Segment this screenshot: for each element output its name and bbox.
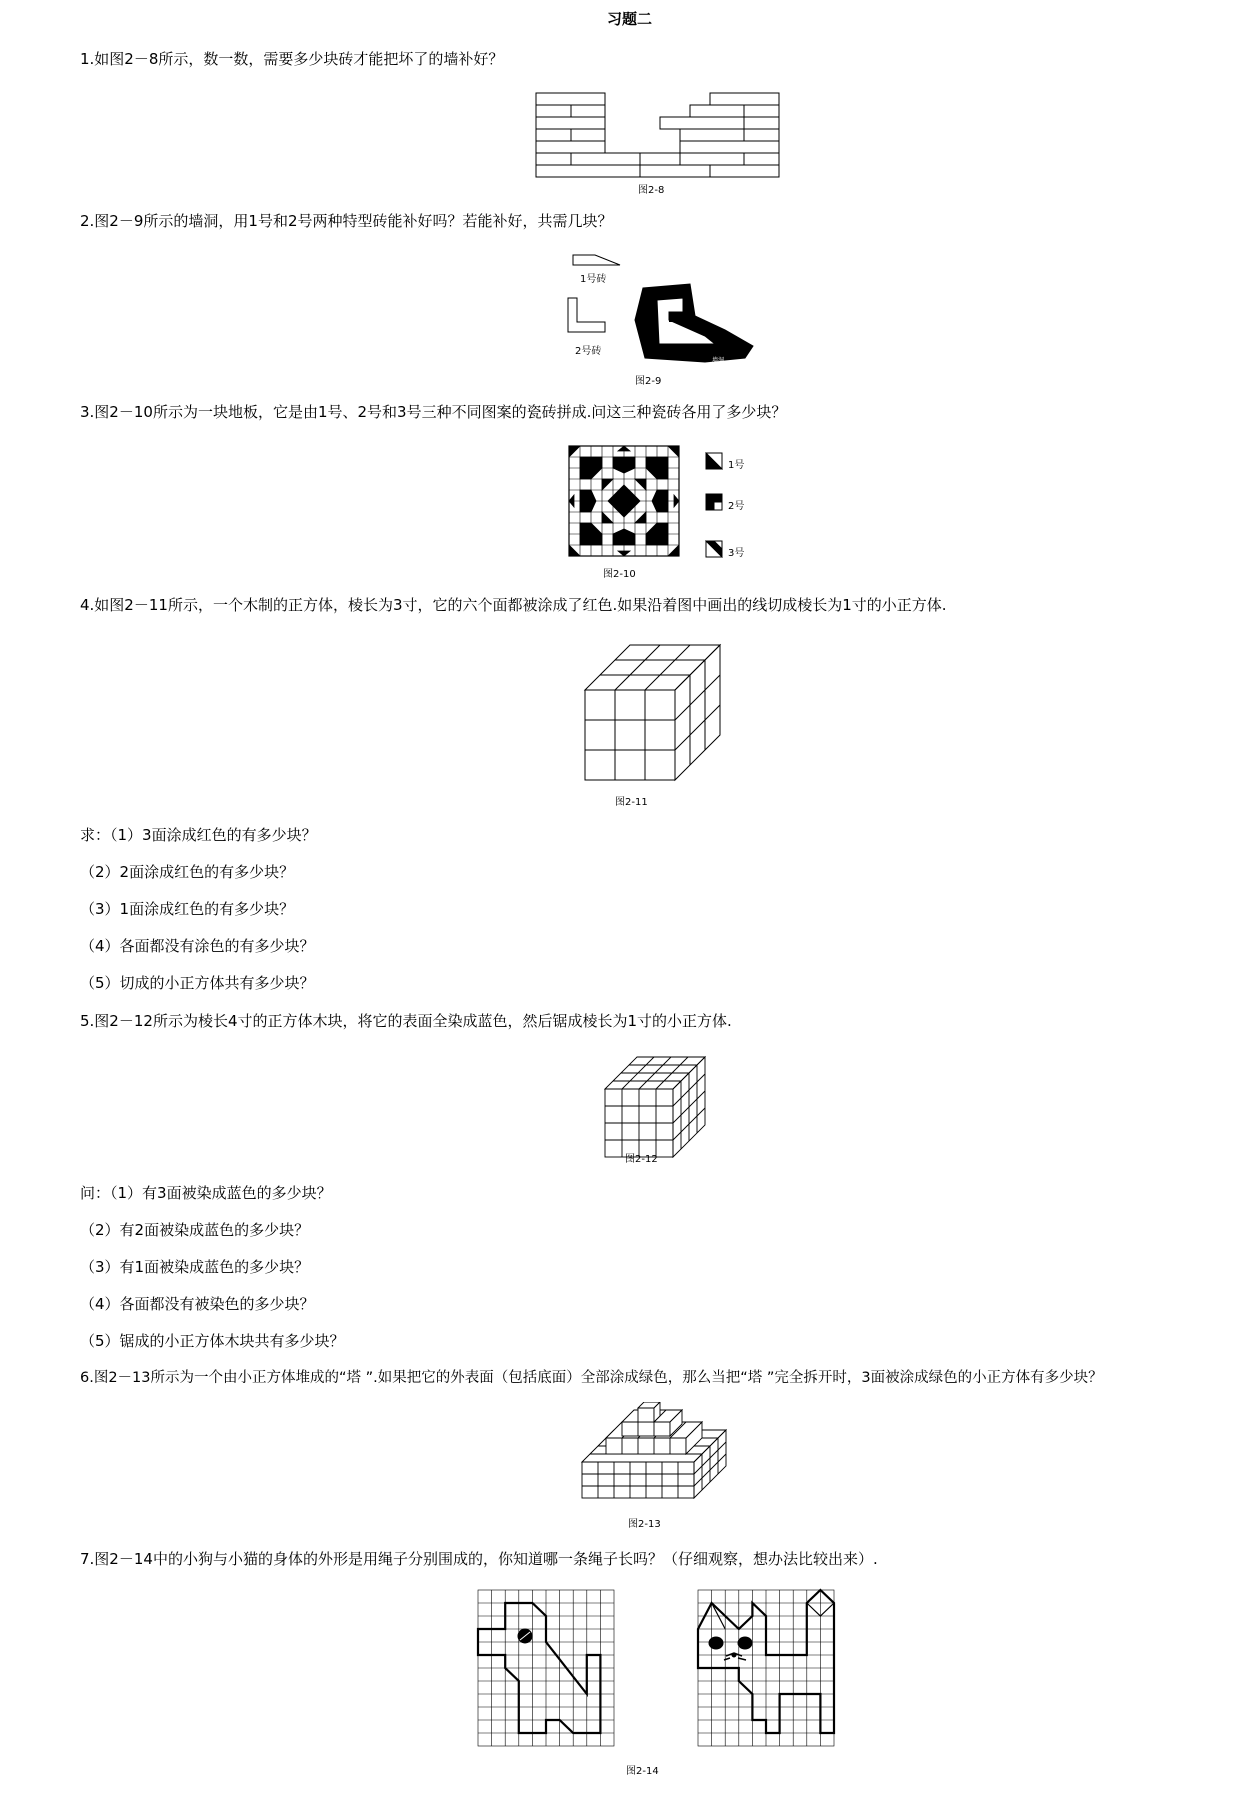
figure-caption: 图2-11: [615, 797, 648, 808]
question-5: 5.图2－12所示为棱长4寸的正方体木块，将它的表面全染成蓝色，然后锯成棱长为1寸的小正方体.: [80, 1012, 732, 1030]
figure-caption: 图2-9: [635, 376, 662, 387]
figure-2-8-wall: [530, 88, 780, 183]
tile-1-label: 1号: [728, 460, 745, 471]
figure-caption: 图2-8: [638, 185, 665, 196]
question-6: 6.图2－13所示为一个由小正方体堆成的“塔 ”.如果把它的外表面（包括底面）全部涂成绿色，那么当把“塔 ”完全拆开时，3面被涂成绿色的小正方体有多少块？: [80, 1370, 1103, 1386]
tile-2-label: 2号: [728, 501, 745, 512]
tile-3-icon: [705, 540, 723, 558]
question-4: 4.如图2－11所示，一个木制的正方体，棱长为3寸，它的六个面都被涂成了红色.如果沿着图中画出的线切成棱长为1寸的小正方体.: [80, 596, 947, 614]
question-5-part-5: （5）锯成的小正方体木块共有多少块？: [80, 1332, 345, 1350]
stamp-label: 墙洞: [712, 357, 725, 364]
question-7: 7.图2－14中的小狗与小猫的身体的外形是用绳子分别围成的，你知道哪一条绳子长吗？（仔细观察，想办法比较出来）.: [80, 1550, 878, 1568]
figure-caption: 图2-10: [603, 569, 636, 580]
question-4-part-4: （4）各面都没有涂色的有多少块？: [80, 937, 315, 955]
tile-1-icon: [705, 452, 723, 470]
question-5-part-4: （4）各面都没有被染色的多少块？: [80, 1295, 315, 1313]
figure-caption: 图2-13: [628, 1519, 661, 1530]
question-4-part-3: （3）1面涂成红色的有多少块？: [80, 900, 295, 918]
figure-2-14-cat-grid: [696, 1588, 836, 1748]
question-5-part-1: 问：（1）有3面被染成蓝色的多少块？: [80, 1184, 332, 1202]
figure-2-13-tower: [580, 1402, 730, 1502]
page-title: 习题二: [606, 10, 652, 28]
figure-2-10-floor-tiles: [568, 445, 680, 557]
brick-1-label: 1号砖: [580, 274, 607, 285]
figure-2-14-dog-grid: [476, 1588, 616, 1748]
figure-2-11-cube: [580, 640, 740, 790]
question-4-part-1: 求：（1）3面涂成红色的有多少块？: [80, 826, 317, 844]
tile-2-icon: [705, 493, 723, 511]
question-5-part-2: （2）有2面被染成蓝色的多少块？: [80, 1221, 310, 1239]
question-5-part-3: （3）有1面被染成蓝色的多少块？: [80, 1258, 310, 1276]
question-4-part-5: （5）切成的小正方体共有多少块？: [80, 974, 315, 992]
figure-caption: 图2-12: [625, 1154, 658, 1165]
question-4-part-2: （2）2面涂成红色的有多少块？: [80, 863, 295, 881]
question-1: 1.如图2－8所示，数一数，需要多少块砖才能把坏了的墙补好？: [80, 50, 504, 68]
brick-2-label: 2号砖: [575, 346, 602, 357]
tile-3-label: 3号: [728, 548, 745, 559]
question-3: 3.图2－10所示为一块地板，它是由1号、2号和3号三种不同图案的瓷砖拼成.问这三种瓷砖各用了多少块？: [80, 403, 787, 421]
figure-2-12-cube: [600, 1052, 710, 1162]
question-2: 2.图2－9所示的墙洞，用1号和2号两种特型砖能补好吗？若能补好，共需几块？: [80, 212, 613, 230]
figure-caption: 图2-14: [626, 1766, 659, 1777]
